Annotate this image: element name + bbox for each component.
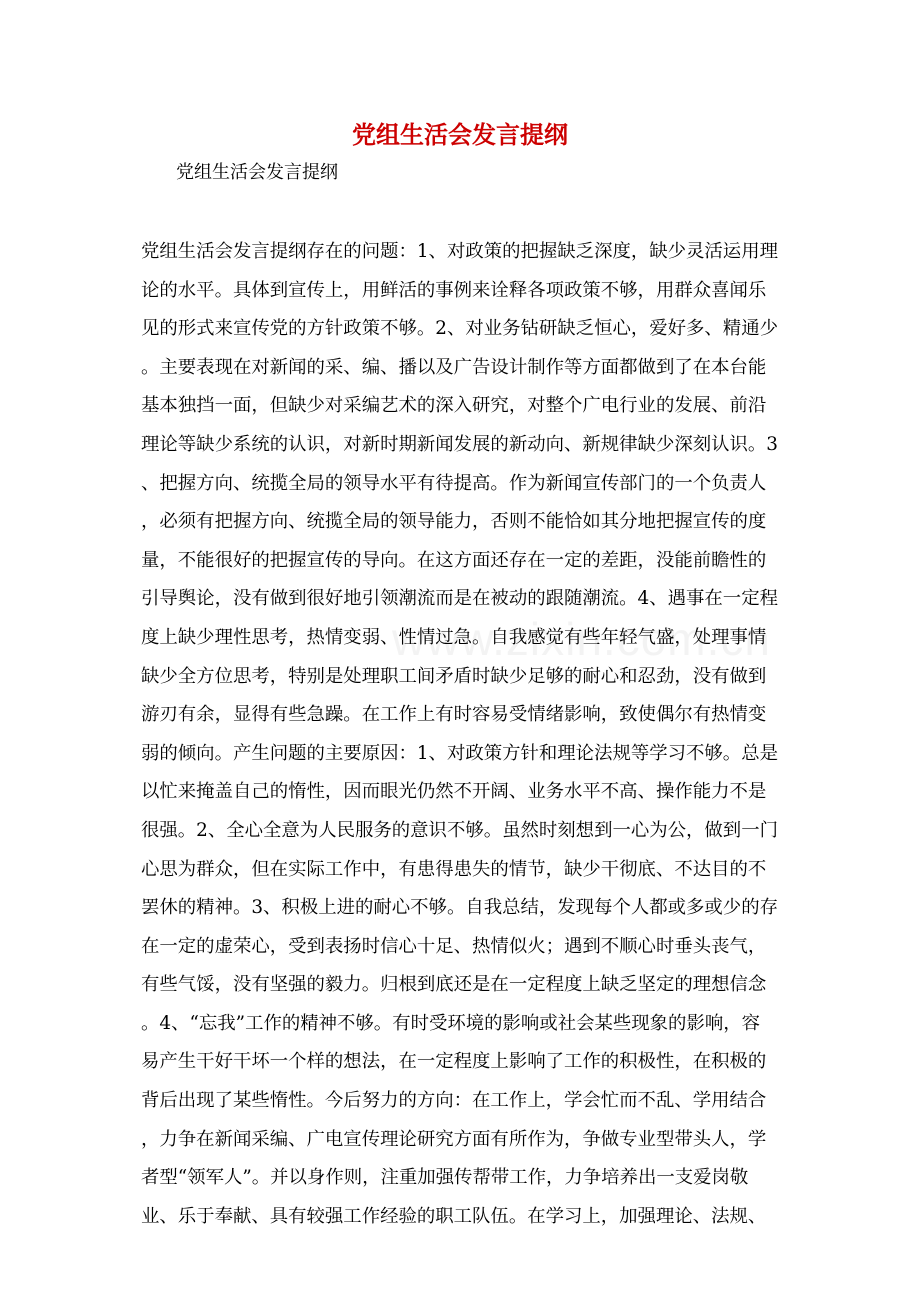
body-line: 见的形式来宣传党的方针政策不够。2、对业务钻研缺乏恒心，爱好多、精通少 bbox=[141, 318, 778, 340]
body-line: 党组生活会发言提纲存在的问题：1、对政策的把握缺乏深度，缺少灵活运用理 bbox=[141, 241, 778, 262]
body-line: 引导舆论，没有做到很好地引领潮流而是在被动的跟随潮流。4、遇事在一定程 bbox=[141, 588, 778, 610]
body-line: 业、乐于奉献、具有较强工作经验的职工队伍。在学习上，加强理论、法规、 bbox=[141, 1205, 767, 1227]
body-line: 弱的倾向。产生问题的主要原因：1、对政策方针和理论法规等学习不够。总是 bbox=[141, 742, 778, 764]
body-line: 很强。2、全心全意为人民服务的意识不够。虽然时刻想到一心为公，做到一门 bbox=[141, 819, 778, 841]
body-line: 度上缺少理性思考，热情变弱、性情过急。自我感觉有些年轻气盛，处理事情 bbox=[141, 626, 767, 648]
body-line: 游刃有余，显得有些急躁。在工作上有时容易受情绪影响，致使偶尔有热情变 bbox=[141, 704, 767, 726]
document-title: 党组生活会发言提纲 bbox=[352, 121, 568, 149]
body-line: 背后出现了某些惰性。今后努力的方向：在工作上，学会忙而不乱、学用结合 bbox=[141, 1090, 767, 1112]
body-line: 。4、“忘我”工作的精神不够。有时受环境的影响或社会某些现象的影响，容 bbox=[141, 1012, 761, 1034]
body-line: 在一定的虚荣心，受到表扬时信心十足、热情似火；遇到不顺心时垂头丧气， bbox=[141, 935, 767, 957]
body-line: 以忙来掩盖自己的惰性，因而眼光仍然不开阔、业务水平不高、操作能力不是 bbox=[141, 781, 767, 803]
body-line: ，力争在新闻采编、广电宣传理论研究方面有所作为，争做专业型带头人，学 bbox=[141, 1128, 767, 1150]
body-line: 论的水平。具体到宣传上，用鲜活的事例来诠释各项政策不够，用群众喜闻乐 bbox=[141, 279, 767, 301]
body-line: 罢休的精神。3、积极上进的耐心不够。自我总结，发现每个人都或多或少的存 bbox=[141, 897, 778, 919]
body-line: 心思为群众，但在实际工作中，有患得患失的情节，缺少干彻底、不达目的不 bbox=[141, 858, 767, 880]
document-subtitle: 党组生活会发言提纲 bbox=[176, 162, 338, 183]
body-line: 。主要表现在对新闻的采、编、播以及广告设计制作等方面都做到了在本台能 bbox=[141, 356, 767, 378]
body-line: ，必须有把握方向、统揽全局的领导能力，否则不能恰如其分地把握宣传的度 bbox=[141, 511, 767, 533]
body-line: 量，不能很好的把握宣传的导向。在这方面还存在一定的差距，没能前瞻性的 bbox=[141, 549, 767, 571]
document-body bbox=[141, 233, 781, 1236]
body-line: 基本独挡一面，但缺少对采编艺术的深入研究，对整个广电行业的发展、前沿 bbox=[141, 395, 767, 417]
body-line: 缺少全方位思考，特别是处理职工间矛盾时缺少足够的耐心和忍劲，没有做到 bbox=[141, 665, 767, 687]
body-line: 、把握方向、统揽全局的领导水平有待提高。作为新闻宣传部门的一个负责人 bbox=[141, 472, 767, 494]
body-line: 易产生干好干坏一个样的想法，在一定程度上影响了工作的积极性，在积极的 bbox=[141, 1051, 767, 1073]
body-line: 者型“领军人”。并以身作则，注重加强传帮带工作，力争培养出一支爱岗敬 bbox=[141, 1167, 749, 1189]
body-line: 理论等缺少系统的认识，对新时期新闻发展的新动向、新规律缺少深刻认识。3 bbox=[141, 433, 778, 455]
body-line: 有些气馁，没有坚强的毅力。归根到底还是在一定程度上缺乏坚定的理想信念 bbox=[141, 974, 767, 996]
